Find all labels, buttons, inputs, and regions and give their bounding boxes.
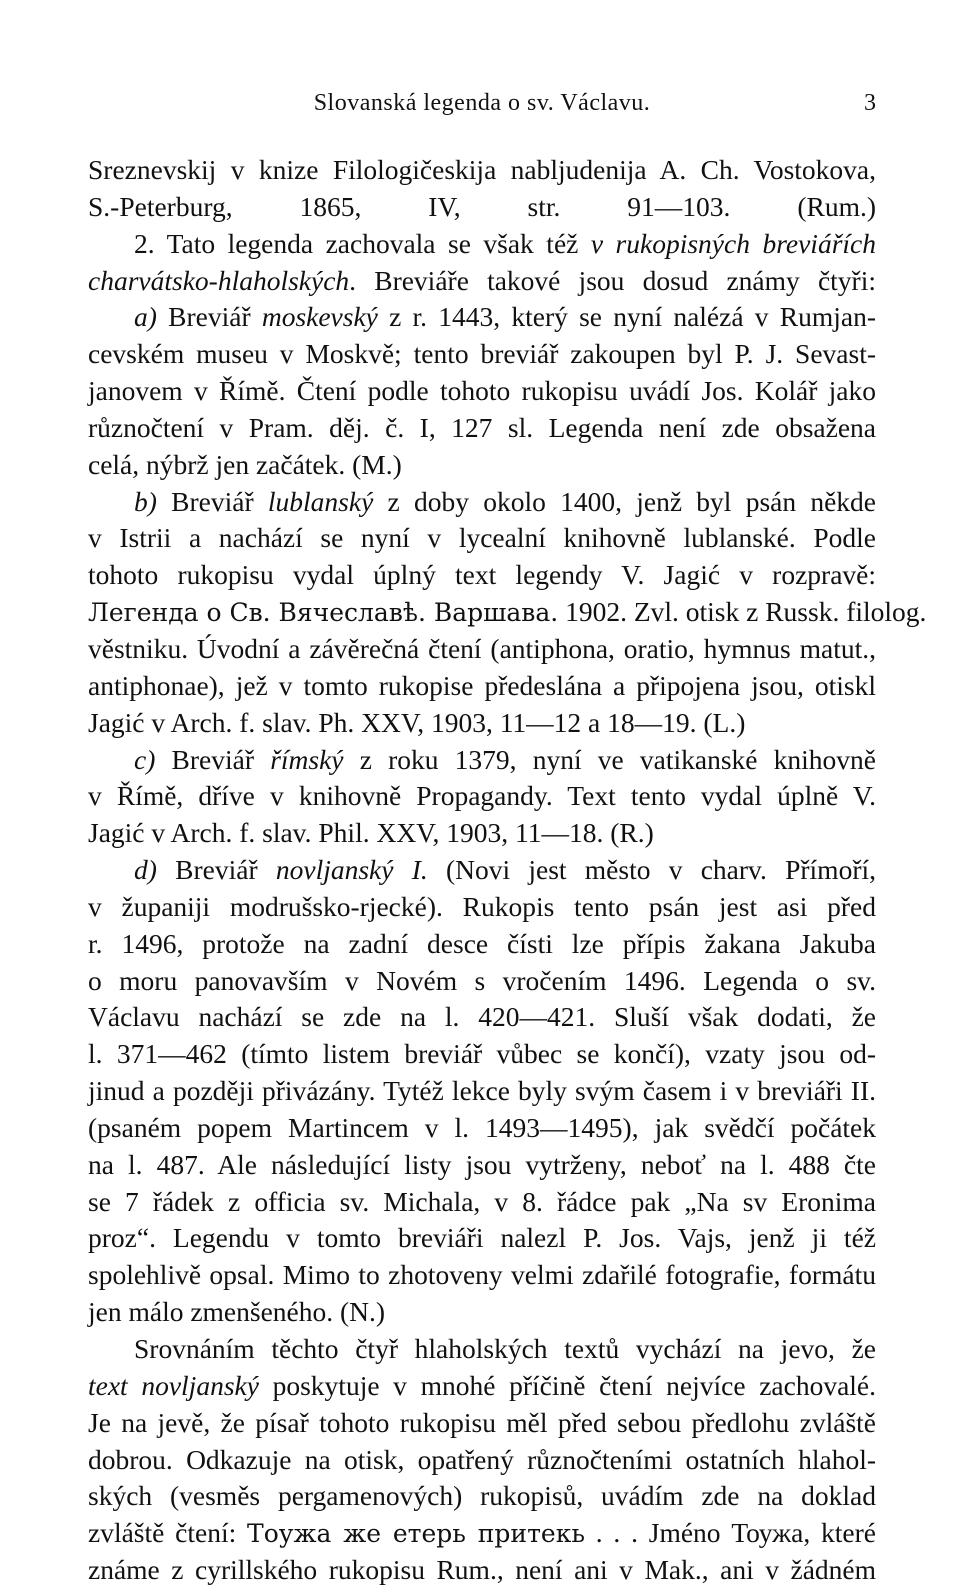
text-line: Srovnáním těchto čtyř hlaholských textů vychází na jevo, že [134, 1333, 876, 1364]
text-line: věstniku. Úvodní a závěrečná čtení (antiphona, oratio, hymnus matut., [88, 632, 876, 664]
text-line: c) Breviář římský z roku 1379, nyní ve vatikanské knihovně [134, 743, 876, 775]
text-line: jinud a později přivázány. Tytéž lekce byly svým časem i v breviáři II. [88, 1075, 876, 1107]
text-line: Václavu nachází se zde na l. 420—421. Sluší však dodati, že [88, 1001, 876, 1033]
text-line: v Istrii a nachází se nyní v lycealní knihovně lublanské. Podle [88, 522, 876, 554]
text-line: o moru panovavším v Novém s vročením 1496. Legenda o sv. [88, 964, 876, 996]
text-line: Jagić v Arch. f. slav. Ph. XXV, 1903, 11—12 a 18—19. (L.) [88, 706, 746, 738]
text-line: ských (vesměs pergamenových) rukopisů, uvádím zde na doklad [88, 1480, 876, 1512]
body-text [88, 152, 927, 1589]
text-line: spolehlivě opsal. Mimo to zhotoveny velmi zdařilé fotografie, formátu [88, 1259, 876, 1291]
running-head [88, 90, 876, 120]
text-line: cevském museu v Moskvě; tento breviář zakoupen byl P. J. Sevast- [88, 338, 876, 370]
text-line: Jagić v Arch. f. slav. Phil. XXV, 1903, 11—18. (R.) [88, 817, 654, 849]
text-line: text novljanský poskytuje v mnohé příčině čtení nejvíce zachovalé. [88, 1369, 876, 1401]
text-line: a) Breviář moskevský z r. 1443, který se nyní nalézá v Rumjan- [134, 301, 876, 333]
text-line: janovem v Římě. Čtení podle tohoto rukopisu uvádí Jos. Kolář jako [88, 375, 876, 407]
text-line: na l. 487. Ale následující listy jsou vytrženy, neboť na l. 488 čte [88, 1148, 876, 1180]
text-line: b) Breviář lublanský z doby okolo 1400, jenž byl psán někde [134, 485, 877, 517]
text-line: se 7 řádek z officia sv. Michala, v 8. řádce pak „Na sv Eronima [88, 1185, 876, 1217]
text-line: v županiji modrušsko-rjecké). Rukopis tento psán jest asi před [88, 890, 876, 922]
text-line: zvláště čtení: Тоужа же етерь притекь . . . Jméno Тоужа, které [88, 1517, 876, 1549]
text-line: charvátsko-hlaholských. Breviáře takové jsou dosud známy čtyři: [88, 264, 876, 296]
page-number: 3 [864, 90, 876, 116]
text-line: r. 1496, protože na zadní desce čísti lze přípis žakana Jakuba [88, 927, 876, 959]
text-line: tohoto rukopisu vydal úplný text legendy V. Jagić v rozpravě: [88, 559, 876, 591]
text-line: celá, nýbrž jen začátek. (M.) [88, 448, 402, 480]
text-line: Je na jevě, že písař tohoto rukopisu měl před sebou předlohu zvláště [88, 1406, 876, 1438]
text-line: d) Breviář novljanský I. (Novi jest město v charv. Přímoří, [134, 854, 876, 886]
running-title: Slovanská legenda o sv. Václavu. [313, 90, 651, 116]
text-line: Легенда о Св. Вячеславѣ. Варшава. 1902. Zvl. otisk z Russk. filolog. [88, 596, 927, 628]
text-line: Sreznevskij v knize Filologičeskija nabljudenija A. Ch. Vostokova, [88, 154, 876, 185]
text-line: různočtení v Pram. děj. č. I, 127 sl. Legenda není zde obsažena [88, 411, 876, 443]
text-line: l. 371—462 (tímto listem breviář vůbec se končí), vzaty jsou od- [88, 1038, 876, 1070]
text-line: v Římě, dříve v knihovně Propagandy. Text tento vydal úplně V. [88, 780, 876, 812]
text-line: 2. Tato legenda zachovala se však též v rukopisných breviářích [134, 227, 876, 259]
text-line: dobrou. Odkazuje na otisk, opatřený různočteními ostatních hlahol- [88, 1443, 876, 1475]
text-line: jen málo zmenšeného. (N.) [88, 1296, 386, 1328]
text-line: antiphonae), jež v tomto rukopise předeslána a připojena jsou, otiskl [88, 669, 876, 701]
text-line: S.-Peterburg, 1865, IV, str. 91—103. (Rum.) [88, 190, 876, 222]
text-line: známe z cyrillského rukopisu Rum., není ani v Mak., ani v žádném [88, 1554, 876, 1586]
text-line: (psaném popem Martincem v l. 1493—1495), jak svědčí počátek [88, 1111, 876, 1143]
text-line: proz“. Legendu v tomto breviáři nalezl P. Jos. Vajs, jenž ji též [88, 1222, 876, 1254]
